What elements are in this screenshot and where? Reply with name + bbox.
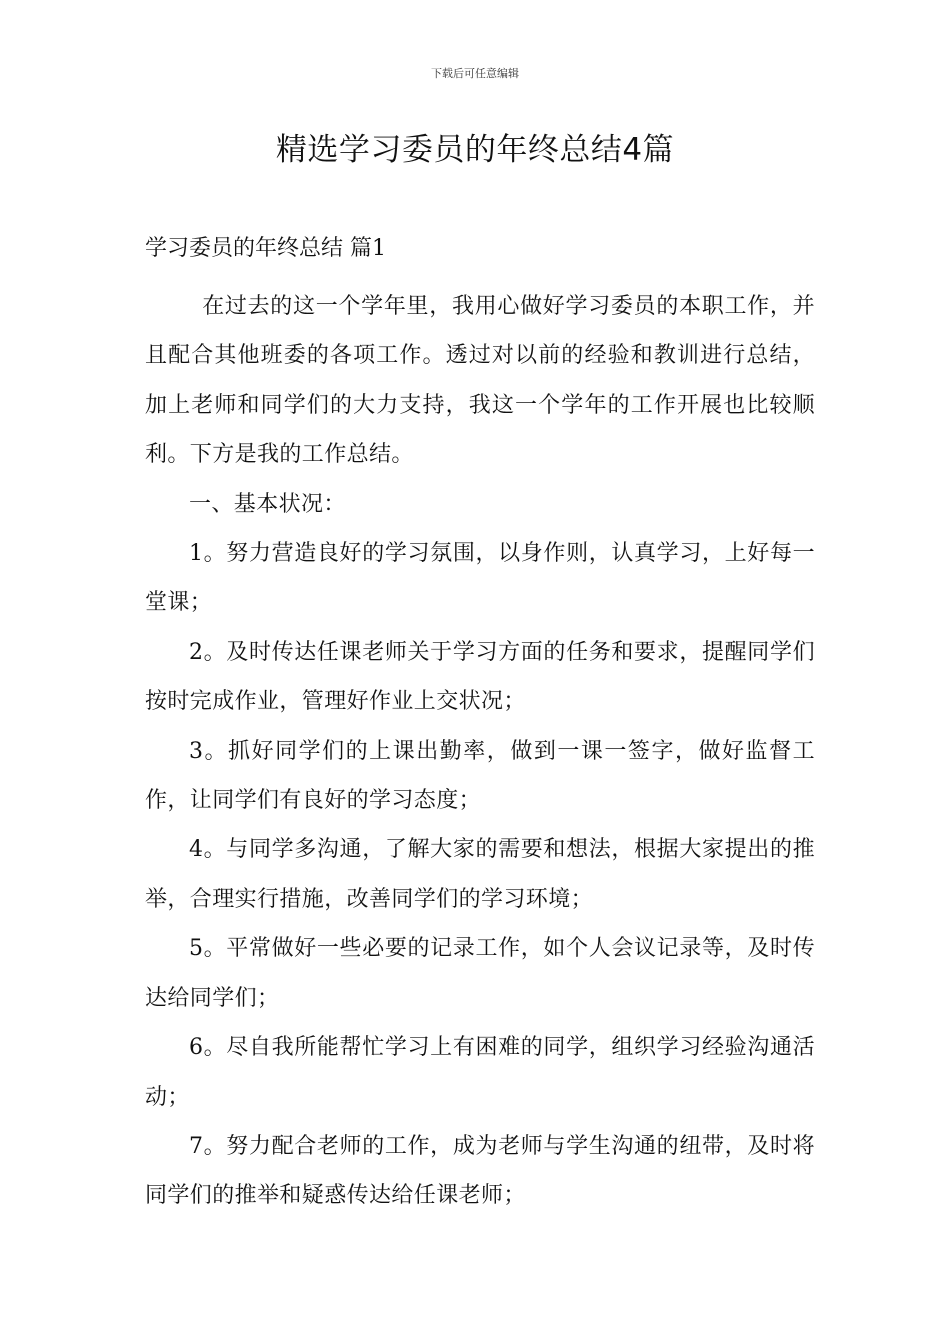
section-heading: 学习委员的年终总结 篇1	[145, 236, 386, 261]
list-item: 1。努力营造良好的学习氛围，以身作则，认真学习，上好每一堂课；	[145, 541, 815, 616]
list-item: 6。尽自我所能帮忙学习上有困难的同学，组织学习经验沟通活动；	[145, 1035, 815, 1110]
intro-paragraph: 在过去的这一个学年里，我用心做好学习委员的本职工作，并且配合其他班委的各项工作。透过对以前的经验和教训进行总结，加上老师和同学们的大力支持，我这一个学年的工作开展也比较顺利。下方是我的工作总结。	[145, 294, 815, 468]
document-title: 精选学习委员的年终总结4篇	[275, 132, 675, 168]
document-body	[145, 282, 815, 1221]
list-item: 4。与同学多沟通，了解大家的需要和想法，根据大家提出的推举，合理实行措施，改善同学们的学习环境；	[145, 837, 815, 912]
list-item: 3。抓好同学们的上课出勤率，做到一课一签字，做好监督工作，让同学们有良好的学习态度；	[145, 738, 815, 814]
subheading-basic-status: 一、基本状况：	[189, 491, 346, 517]
list-item: 2。及时传达任课老师关于学习方面的任务和要求，提醒同学们按时完成作业，管理好作业上交状况；	[145, 639, 815, 715]
header-note: 下载后可任意编辑	[431, 67, 519, 80]
list-item: 5。平常做好一些必要的记录工作，如个人会议记录等，及时传达给同学们；	[145, 936, 815, 1011]
list-item: 7。努力配合老师的工作，成为老师与学生沟通的纽带，及时将同学们的推举和疑惑传达给任课老师；	[145, 1133, 815, 1209]
